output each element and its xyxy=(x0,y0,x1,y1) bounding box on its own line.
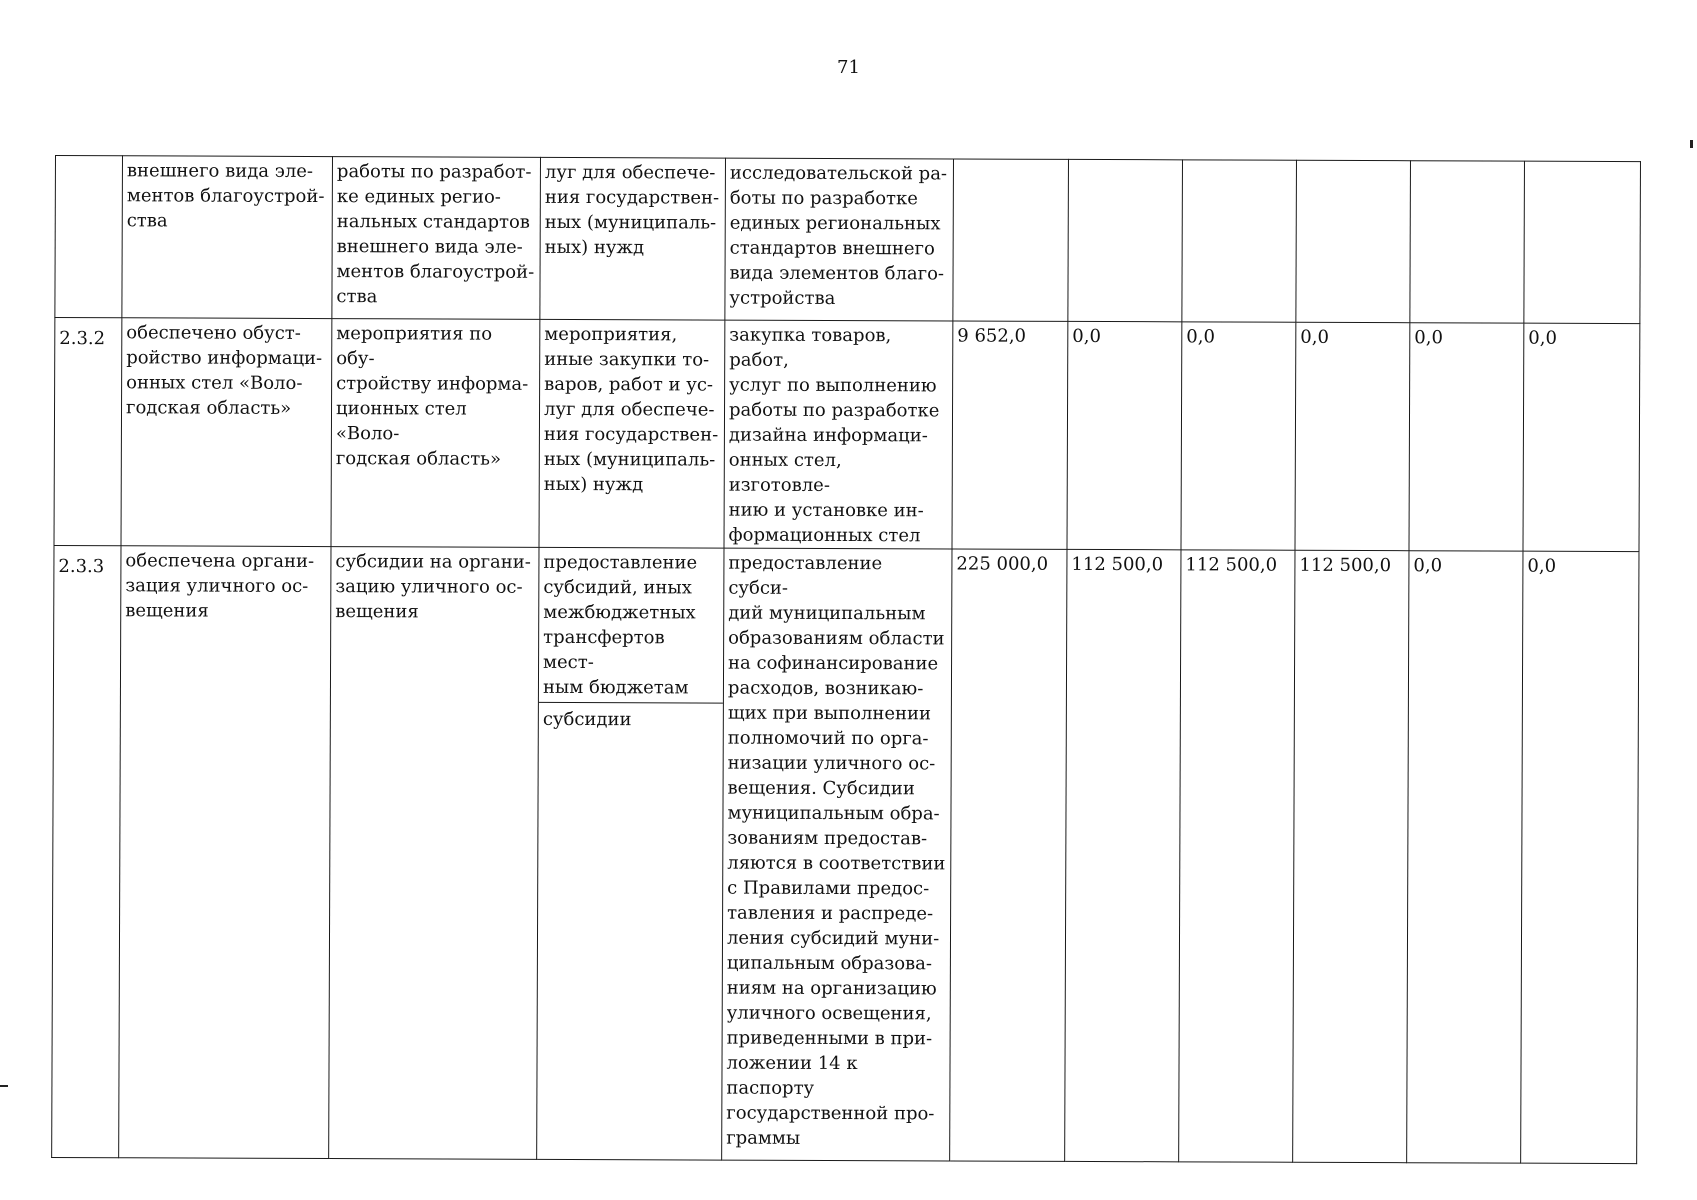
result-cell xyxy=(119,546,331,1159)
direction-text: мероприятия, иные закупки то- варов, работ и ус- луг для обеспече- ния государствен- ных (муниципаль- ных) нужд xyxy=(543,323,719,496)
table-row xyxy=(55,156,1641,324)
description-cell xyxy=(724,320,953,549)
row-code: 2.3.3 xyxy=(52,545,121,1157)
event-text: работы по разработ- ке единых регио- нальных стандартов внешнего вида эле- ментов благоустрой- ства xyxy=(336,161,535,308)
description-text: закупка товаров, работ, услуг по выполнению работы по разработке дизайна информаци- онных стел, изготовле- нию и установке ин- формационных стел xyxy=(728,324,940,547)
value-cell-3: 112 500,0 xyxy=(1179,550,1295,1162)
event-text: мероприятия по обу- стройству информа- ционных стел «Воло- годская область» xyxy=(335,323,529,470)
value-cell-4: 112 500,0 xyxy=(1293,550,1409,1162)
direction-cell xyxy=(539,319,725,548)
program-activities-table xyxy=(51,155,1641,1164)
value-cell-3 xyxy=(1182,160,1297,322)
value-cell-4 xyxy=(1296,160,1411,322)
value-cell-1: 9 652,0 xyxy=(952,321,1068,549)
page-number: 71 xyxy=(837,57,860,78)
description-text: предоставление субси- дий муниципальным образованиям области на софинансирование расходов, возникаю- щих при выполнении полномочий по орга- низации уличного ос- вещения. Субсидии муниципальным обра- зованиям предостав- ляются в соответствии с Правилами предос- тавления и распреде- ления субсидий муни- ципальным образова- ниям на организацию уличного освещения, приведенными в при- ложении 14 к паспорту государственной про- граммы xyxy=(726,552,946,1149)
value-cell-5: 0,0 xyxy=(1407,551,1523,1163)
event-cell xyxy=(329,547,539,1160)
event-cell xyxy=(332,157,541,320)
direction-secondary-text: субсидии xyxy=(542,708,632,731)
event-cell xyxy=(331,319,540,548)
direction-cell xyxy=(540,157,726,320)
value-cell-6: 0,0 xyxy=(1521,551,1639,1163)
value-cell-5: 0,0 xyxy=(1409,323,1524,551)
description-cell xyxy=(725,158,954,321)
result-text: внешнего вида эле- ментов благоустрой- ства xyxy=(126,160,325,232)
table-row xyxy=(54,318,1640,552)
row-code xyxy=(55,156,123,318)
direction-cell xyxy=(537,547,724,1160)
value-cell-6 xyxy=(1524,161,1641,323)
event-text: субсидии на органи- зацию уличного ос- вещения xyxy=(335,551,531,623)
value-cell-1 xyxy=(953,159,1069,321)
scan-edge-mark xyxy=(0,1085,8,1087)
result-cell xyxy=(121,318,332,547)
value-cell-1: 225 000,0 xyxy=(950,549,1067,1161)
description-cell xyxy=(722,548,952,1161)
table-row xyxy=(52,545,1639,1163)
value-cell-6: 0,0 xyxy=(1523,323,1640,551)
result-cell xyxy=(122,156,333,319)
value-cell-4: 0,0 xyxy=(1295,322,1410,550)
direction-primary-text: предоставление субсидий, иных межбюджетных трансфертов мест- ным бюджетам xyxy=(539,550,724,704)
row-code: 2.3.2 xyxy=(54,318,122,546)
value-cell-2 xyxy=(1068,159,1183,321)
description-text: исследовательской ра- боты по разработке единых региональных стандартов внешнего вида элементов благо- устройства xyxy=(729,162,948,309)
value-cell-2: 112 500,0 xyxy=(1065,549,1181,1161)
value-cell-3: 0,0 xyxy=(1181,322,1296,550)
value-cell-2: 0,0 xyxy=(1067,321,1182,549)
result-text: обеспечена органи- зация уличного ос- вещения xyxy=(125,550,315,622)
scan-edge-mark xyxy=(1690,140,1693,148)
value-cell-5 xyxy=(1410,161,1525,323)
result-text: обеспечено обуст- ройство информаци- онных стел «Воло- годская область» xyxy=(125,322,323,419)
direction-text: луг для обеспече- ния государствен- ных (муниципаль- ных) нужд xyxy=(544,161,720,259)
